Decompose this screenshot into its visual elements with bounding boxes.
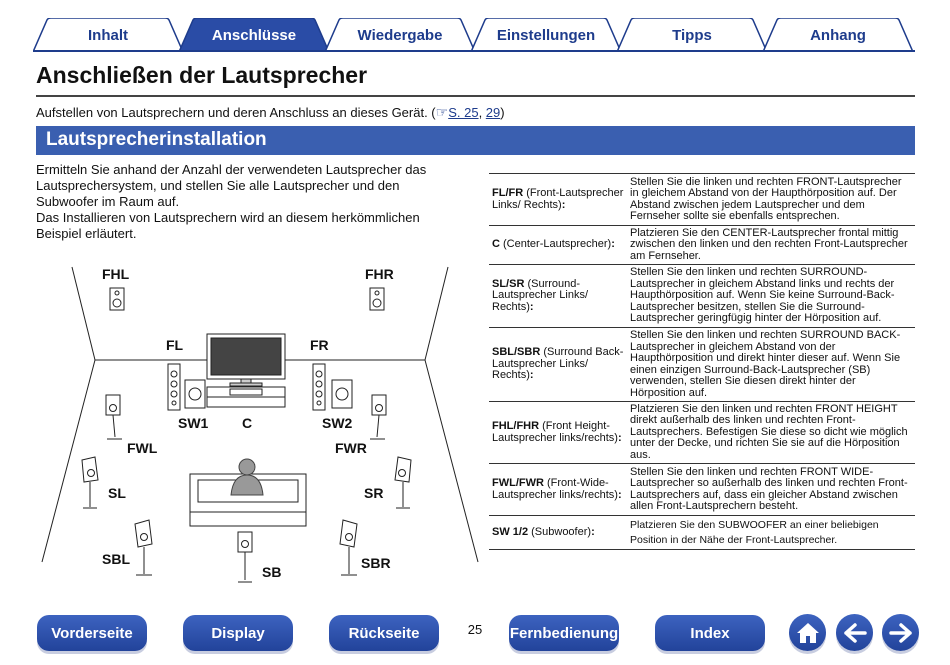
title-divider xyxy=(36,95,915,97)
intro-line xyxy=(36,104,505,121)
speaker-name-cell: FWL/FWR (Front-Wide-Lautsprecher links/rechts): xyxy=(489,464,627,516)
table-row xyxy=(489,226,915,265)
tab-wiedergabe[interactable] xyxy=(325,18,475,52)
display-button[interactable]: Display xyxy=(183,615,293,651)
tab-label: Tipps xyxy=(672,26,712,44)
section-header: Lautsprecherinstallation xyxy=(36,126,915,155)
back-arrow-button[interactable] xyxy=(836,614,873,651)
back-panel-button[interactable]: Rückseite xyxy=(329,615,439,651)
wall-line xyxy=(72,267,95,360)
speaker-fwr xyxy=(370,395,386,439)
speaker-placement-table xyxy=(489,173,915,550)
speaker-name-cell: SW 1/2 (Subwoofer): xyxy=(489,516,627,550)
speaker-description-cell: Stellen Sie den linken und rechten SURROUND BACK-Lautsprecher in gleichem Abstand von der Haupthörposition und direkt hinter dieser auf. Wenn Sie einen einzigen Surround-Back-Lautsprecher (SB) verwenden, stellen Sie diesen direkt hinter der Hörposition auf. xyxy=(627,328,915,402)
arrow-right-icon xyxy=(888,620,914,646)
label-c: C xyxy=(242,415,253,431)
top-tab-bar xyxy=(33,14,915,52)
speaker-description-cell: Platzieren Sie den SUBWOOFER an einer beliebigen Position in der Nähe der Front-Lautsprecher. xyxy=(627,516,915,550)
speaker-name-cell: FHL/FHR (Front Height-Lautsprecher links/rechts): xyxy=(489,402,627,464)
label-fr: FR xyxy=(310,337,329,353)
speaker-description-cell: Stellen Sie den linken und rechten SURROUND-Lautsprecher in gleichem Abstand links und rechts der Haupthörposition auf. Wenn Sie keine Surround-Back-Lautsprecher besitzen, stellen Sie die Surround-Lautsprecher geringfügig hinter der Hörposition auf. xyxy=(627,265,915,328)
tab-label: Anhang xyxy=(810,26,866,44)
tab-label: Wiedergabe xyxy=(357,26,443,44)
speaker-description-cell: Platzieren Sie den linken und rechten FRONT HEIGHT direkt außerhalb des linken und rechten Front-Lautsprechers. Befestigen Sie diese so dicht wie möglich unter der Decke, und richten Sie sie auf die Hörposition aus. xyxy=(627,402,915,464)
tab-underline xyxy=(33,50,915,52)
subwoofer-sw2 xyxy=(332,380,352,408)
speaker-fr xyxy=(313,364,325,410)
label-sr: SR xyxy=(364,485,384,501)
label-sw1: SW1 xyxy=(178,415,209,431)
intro-text: Aufstellen von Lautsprechern und deren Anschluss an dieses Gerät. ( xyxy=(36,105,436,120)
arrow-left-icon xyxy=(842,620,868,646)
wall-line xyxy=(425,360,478,562)
description xyxy=(36,162,436,242)
label-sl: SL xyxy=(108,485,126,501)
table-row xyxy=(489,464,915,516)
description-paragraph: Das Installieren von Lautsprechern wird an diesem herkömmlichen Beispiel erläutert. xyxy=(36,210,420,241)
tab-label: Anschlüsse xyxy=(211,26,297,44)
intro-close: ) xyxy=(500,105,505,120)
speaker-sbl xyxy=(135,520,152,575)
label-fl: FL xyxy=(166,337,184,353)
prev-page-button[interactable]: Vorderseite xyxy=(37,615,147,651)
page-ref-link-29[interactable]: 29 xyxy=(485,105,501,120)
page-title: Anschließen der Lautsprecher xyxy=(36,62,368,88)
home-button[interactable] xyxy=(789,614,826,651)
speaker-name-cell: SBL/SBR (Surround Back-Lautsprecher Links/ Rechts): xyxy=(489,328,627,402)
label-fhl: FHL xyxy=(102,266,130,282)
room-drawing xyxy=(40,262,480,592)
table-row xyxy=(489,516,915,550)
table-row xyxy=(489,328,915,402)
tab-label: Einstellungen xyxy=(496,26,596,44)
tab-anschluesse[interactable] xyxy=(179,18,329,52)
pointing-hand-icon: ☞ xyxy=(435,104,449,120)
table-row xyxy=(489,174,915,226)
description-paragraph: Ermitteln Sie anhand der Anzahl der verwendeten Lautsprecher das Lautsprechersystem, und stellen Sie alle Lautsprecher und den Subwoofer im Raum auf. xyxy=(36,162,427,209)
page-number: 25 xyxy=(467,622,483,637)
tab-einstellungen[interactable] xyxy=(471,18,621,52)
remote-control-button[interactable]: Fernbedienung xyxy=(509,615,619,651)
label-fhr: FHR xyxy=(365,266,394,282)
label-fwr: FWR xyxy=(335,440,367,456)
forward-arrow-button[interactable] xyxy=(882,614,919,651)
speaker-name-cell: FL/FR (Front-Lautsprecher Links/ Rechts): xyxy=(489,174,627,226)
table-row xyxy=(489,265,915,328)
table-row xyxy=(489,402,915,464)
speaker-sbr xyxy=(340,520,357,575)
speaker-layout-diagram xyxy=(40,262,480,592)
speaker-sl xyxy=(82,457,98,508)
speaker-fwl xyxy=(106,395,122,439)
tab-anhang[interactable] xyxy=(763,18,913,52)
index-button[interactable]: Index xyxy=(655,615,765,651)
speaker-name-cell: SL/SR (Surround-Lautsprecher Links/ Rechts): xyxy=(489,265,627,328)
intro-separator: , xyxy=(478,105,486,120)
tv xyxy=(207,334,285,386)
label-sbl: SBL xyxy=(102,551,130,567)
speaker-fhl xyxy=(110,288,124,310)
speaker-description-cell: Stellen Sie die linken und rechten FRONT-Lautsprecher in gleichem Abstand von der Haupthörposition auf. Der Abstand zwischen jedem Lautsprecher und dem Fernseher sollte sie ebenfalls entsprechen. xyxy=(627,174,915,226)
label-sbr: SBR xyxy=(361,555,391,571)
speaker-name-cell: C (Center-Lautsprecher): xyxy=(489,226,627,265)
home-icon xyxy=(795,620,821,646)
tab-inhalt[interactable] xyxy=(33,18,183,52)
page-ref-link-25[interactable]: S. 25 xyxy=(448,105,479,120)
wall-line xyxy=(425,267,448,360)
speaker-sr xyxy=(395,457,411,508)
tab-tipps[interactable] xyxy=(617,18,767,52)
speaker-fl xyxy=(168,364,180,410)
tab-label: Inhalt xyxy=(88,26,128,44)
tv-stand xyxy=(207,387,285,407)
label-sb: SB xyxy=(262,564,282,580)
speaker-fhr xyxy=(370,288,384,310)
speaker-description-cell: Stellen Sie den linken und rechten FRONT WIDE-Lautsprecher so außerhalb des linken und rechten Front-Lautsprechers auf, dass ein gleicher Abstand zwischen allen Front-Lautsprechern besteht. xyxy=(627,464,915,516)
speaker-description-cell: Platzieren Sie den CENTER-Lautsprecher frontal mittig zwischen den linken und den rechten Front-Lautsprecher am Fernseher. xyxy=(627,226,915,265)
speaker-sb xyxy=(238,532,252,582)
label-sw2: SW2 xyxy=(322,415,353,431)
label-fwl: FWL xyxy=(127,440,158,456)
subwoofer-sw1 xyxy=(185,380,205,408)
